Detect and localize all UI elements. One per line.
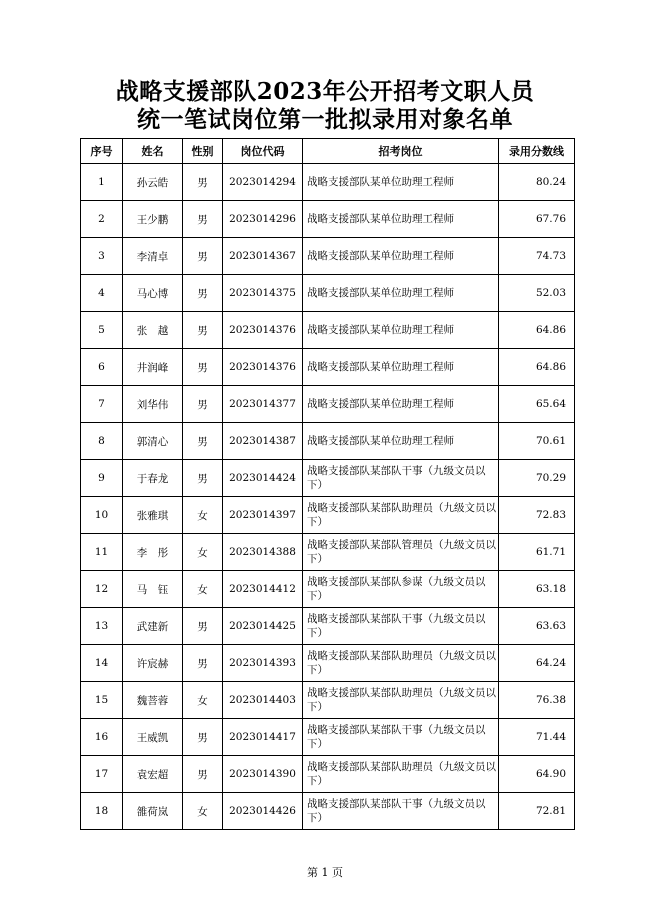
cell-score: 61.71 [499, 534, 575, 571]
cell-position-code: 2023014388 [223, 534, 303, 571]
cell-index: 17 [81, 756, 123, 793]
column-header-score: 录用分数线 [499, 139, 575, 164]
table-row [81, 719, 575, 756]
cell-position-code: 2023014376 [223, 312, 303, 349]
table-row [81, 645, 575, 682]
cell-name: 孙云皓 [123, 164, 183, 201]
cell-position-code: 2023014387 [223, 423, 303, 460]
cell-position-code: 2023014425 [223, 608, 303, 645]
cell-index: 2 [81, 201, 123, 238]
cell-name: 张雅琪 [123, 497, 183, 534]
cell-gender: 男 [183, 423, 223, 460]
cell-index: 14 [81, 645, 123, 682]
cell-score: 64.90 [499, 756, 575, 793]
cell-index: 16 [81, 719, 123, 756]
cell-position-code: 2023014424 [223, 460, 303, 497]
cell-position-code: 2023014417 [223, 719, 303, 756]
cell-index: 4 [81, 275, 123, 312]
table-row [81, 275, 575, 312]
table-row [81, 571, 575, 608]
cell-name: 马 钰 [123, 571, 183, 608]
table-row [81, 312, 575, 349]
cell-gender: 女 [183, 682, 223, 719]
document-title-line-2: 统一笔试岗位第一批拟录用对象名单 [137, 106, 513, 133]
cell-position-code: 2023014412 [223, 571, 303, 608]
cell-name: 王少鹏 [123, 201, 183, 238]
table-row [81, 608, 575, 645]
table-row [81, 534, 575, 571]
cell-index: 15 [81, 682, 123, 719]
column-header-gender: 性别 [183, 139, 223, 164]
cell-name: 雒荷岚 [123, 793, 183, 830]
cell-position: 战略支援部队某部队干事（九级文员以下） [303, 608, 499, 645]
column-header-index: 序号 [81, 139, 123, 164]
cell-position: 战略支援部队某单位助理工程师 [303, 201, 499, 238]
cell-gender: 男 [183, 756, 223, 793]
cell-position-code: 2023014294 [223, 164, 303, 201]
cell-gender: 男 [183, 645, 223, 682]
cell-position: 战略支援部队某单位助理工程师 [303, 349, 499, 386]
cell-gender: 男 [183, 386, 223, 423]
cell-gender: 男 [183, 349, 223, 386]
cell-index: 10 [81, 497, 123, 534]
cell-name: 刘华伟 [123, 386, 183, 423]
cell-index: 5 [81, 312, 123, 349]
cell-gender: 男 [183, 164, 223, 201]
cell-position: 战略支援部队某部队干事（九级文员以下） [303, 719, 499, 756]
cell-name: 李清卓 [123, 238, 183, 275]
table-row [81, 349, 575, 386]
cell-score: 64.86 [499, 312, 575, 349]
cell-position-code: 2023014390 [223, 756, 303, 793]
cell-position: 战略支援部队某部队干事（九级文员以下） [303, 460, 499, 497]
cell-position: 战略支援部队某单位助理工程师 [303, 164, 499, 201]
cell-index: 9 [81, 460, 123, 497]
cell-score: 67.76 [499, 201, 575, 238]
cell-score: 74.73 [499, 238, 575, 275]
cell-gender: 男 [183, 719, 223, 756]
cell-gender: 男 [183, 238, 223, 275]
table-row [81, 238, 575, 275]
column-header-name: 姓名 [123, 139, 183, 164]
candidate-table [80, 138, 575, 830]
cell-score: 71.44 [499, 719, 575, 756]
cell-gender: 男 [183, 275, 223, 312]
cell-index: 6 [81, 349, 123, 386]
cell-name: 袁宏超 [123, 756, 183, 793]
cell-score: 70.29 [499, 460, 575, 497]
cell-name: 于春龙 [123, 460, 183, 497]
table-row [81, 164, 575, 201]
table-header-row [81, 139, 575, 164]
document-title-line-1: 战略支援部队2023年公开招考文职人员 [115, 78, 535, 105]
table-row [81, 497, 575, 534]
cell-gender: 女 [183, 793, 223, 830]
cell-position-code: 2023014376 [223, 349, 303, 386]
cell-position: 战略支援部队某单位助理工程师 [303, 275, 499, 312]
table-row [81, 682, 575, 719]
cell-position: 战略支援部队某部队助理员（九级文员以下） [303, 756, 499, 793]
cell-score: 80.24 [499, 164, 575, 201]
cell-name: 郭清心 [123, 423, 183, 460]
cell-score: 52.03 [499, 275, 575, 312]
cell-score: 64.24 [499, 645, 575, 682]
cell-index: 7 [81, 386, 123, 423]
cell-position-code: 2023014296 [223, 201, 303, 238]
table-row [81, 756, 575, 793]
table-row [81, 460, 575, 497]
cell-name: 李 彤 [123, 534, 183, 571]
table-row [81, 386, 575, 423]
cell-score: 65.64 [499, 386, 575, 423]
cell-score: 72.83 [499, 497, 575, 534]
cell-score: 72.81 [499, 793, 575, 830]
cell-position: 战略支援部队某部队助理员（九级文员以下） [303, 682, 499, 719]
table-row [81, 423, 575, 460]
cell-name: 王威凯 [123, 719, 183, 756]
cell-gender: 男 [183, 201, 223, 238]
cell-index: 3 [81, 238, 123, 275]
cell-gender: 女 [183, 497, 223, 534]
cell-position: 战略支援部队某部队助理员（九级文员以下） [303, 645, 499, 682]
cell-score: 70.61 [499, 423, 575, 460]
cell-gender: 男 [183, 460, 223, 497]
cell-position: 战略支援部队某单位助理工程师 [303, 386, 499, 423]
cell-position-code: 2023014367 [223, 238, 303, 275]
cell-score: 64.86 [499, 349, 575, 386]
cell-position: 战略支援部队某部队参谋（九级文员以下） [303, 571, 499, 608]
cell-position-code: 2023014393 [223, 645, 303, 682]
cell-position-code: 2023014403 [223, 682, 303, 719]
cell-index: 11 [81, 534, 123, 571]
cell-score: 63.18 [499, 571, 575, 608]
table-row [81, 793, 575, 830]
cell-gender: 女 [183, 571, 223, 608]
cell-position: 战略支援部队某部队助理员（九级文员以下） [303, 497, 499, 534]
cell-index: 13 [81, 608, 123, 645]
cell-index: 1 [81, 164, 123, 201]
cell-position-code: 2023014426 [223, 793, 303, 830]
cell-position: 战略支援部队某单位助理工程师 [303, 238, 499, 275]
cell-position: 战略支援部队某部队管理员（九级文员以下） [303, 534, 499, 571]
cell-gender: 女 [183, 534, 223, 571]
cell-gender: 男 [183, 608, 223, 645]
cell-name: 许宸赫 [123, 645, 183, 682]
cell-position-code: 2023014397 [223, 497, 303, 534]
cell-index: 18 [81, 793, 123, 830]
cell-index: 12 [81, 571, 123, 608]
cell-score: 63.63 [499, 608, 575, 645]
cell-gender: 男 [183, 312, 223, 349]
cell-index: 8 [81, 423, 123, 460]
page-number: 第 1 页 [307, 866, 343, 879]
cell-name: 马心博 [123, 275, 183, 312]
cell-position: 战略支援部队某单位助理工程师 [303, 423, 499, 460]
cell-name: 张 越 [123, 312, 183, 349]
cell-name: 魏菩蓉 [123, 682, 183, 719]
cell-position-code: 2023014375 [223, 275, 303, 312]
column-header-position: 招考岗位 [303, 139, 499, 164]
cell-score: 76.38 [499, 682, 575, 719]
cell-position: 战略支援部队某部队干事（九级文员以下） [303, 793, 499, 830]
column-header-position-code: 岗位代码 [223, 139, 303, 164]
cell-position: 战略支援部队某单位助理工程师 [303, 312, 499, 349]
cell-name: 井润峰 [123, 349, 183, 386]
table-body [81, 164, 575, 830]
cell-name: 武建新 [123, 608, 183, 645]
table-row [81, 201, 575, 238]
cell-position-code: 2023014377 [223, 386, 303, 423]
